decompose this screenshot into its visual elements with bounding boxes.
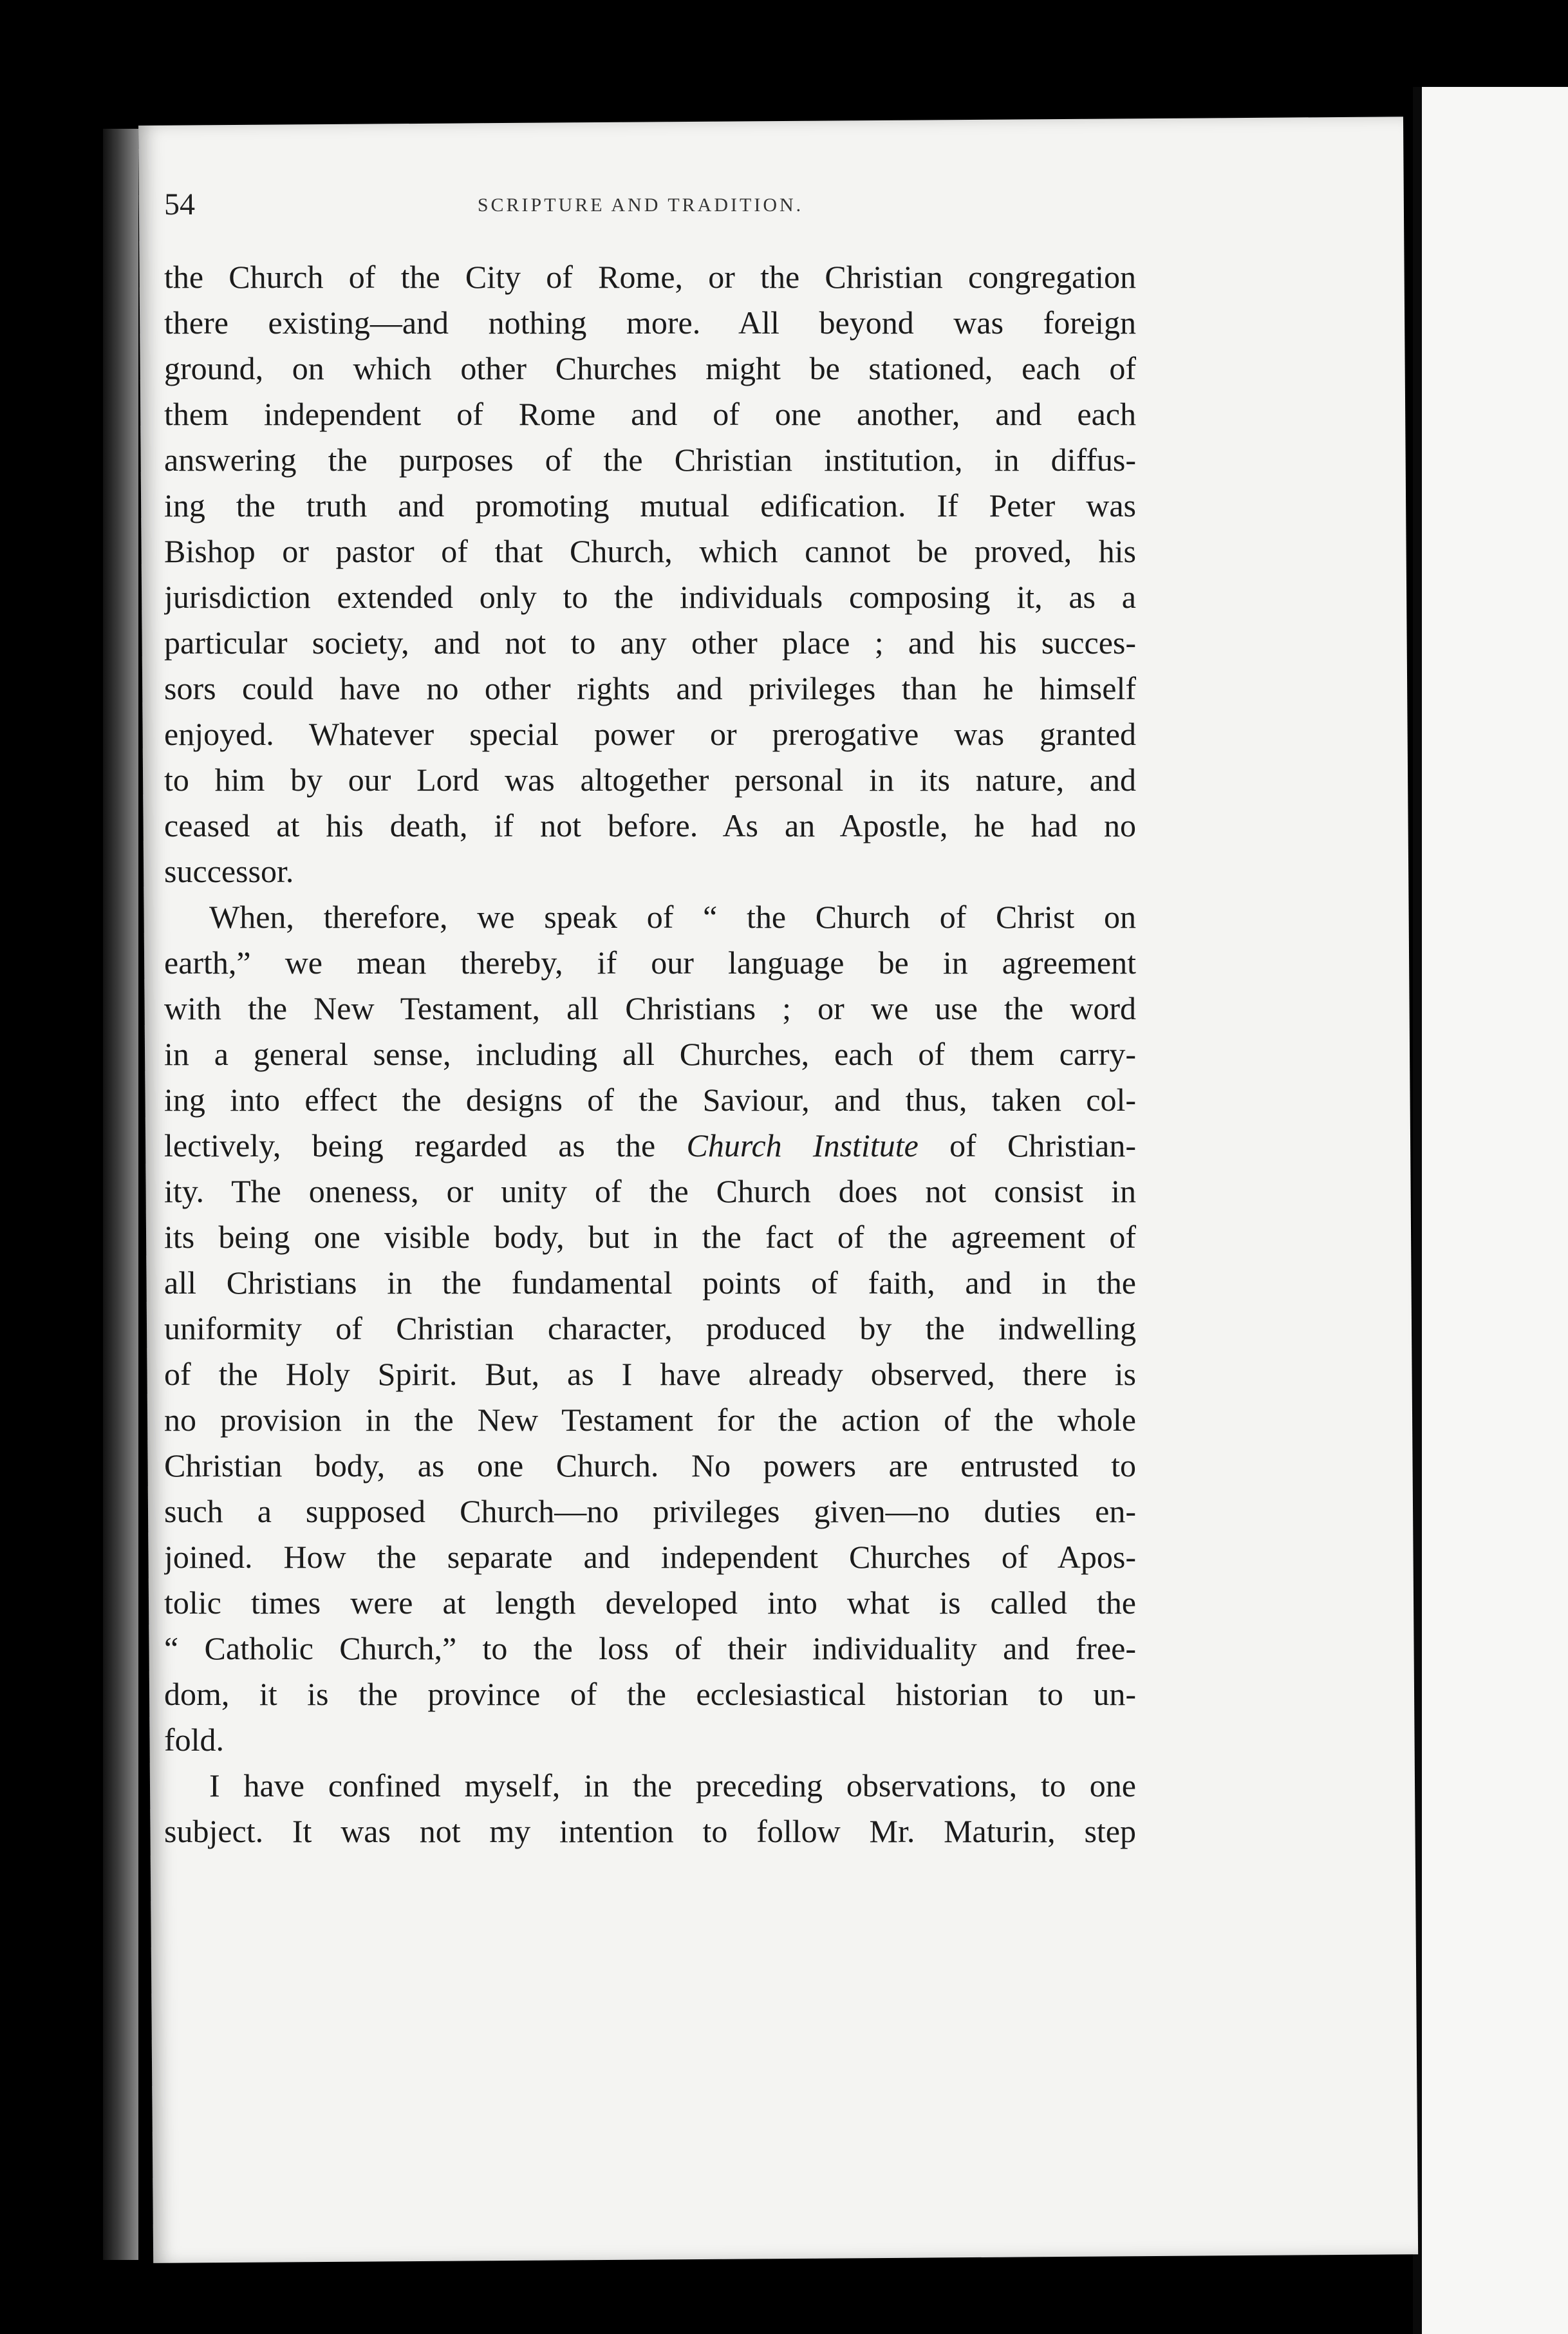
- text-line: ceased at his death, if not before. As an Apostle, he had no: [164, 807, 1136, 843]
- text-line: with the New Testament, all Christians ; or we use the word: [164, 990, 1136, 1026]
- italic-phrase: Church Institute: [686, 1127, 919, 1163]
- text-line: earth,” we mean thereby, if our language be in agreement: [164, 945, 1136, 981]
- body-text: [164, 254, 1136, 1854]
- text-line: “ Catholic Church,” to the loss of their individuality and free-: [164, 1630, 1136, 1666]
- text-line: no provision in the New Testament for the action of the whole: [164, 1402, 1136, 1438]
- text-line: its being one visible body, but in the fact of the agreement of: [164, 1219, 1136, 1255]
- text-line: sors could have no other rights and privileges than he himself: [164, 670, 1136, 706]
- text-line: Christian body, as one Church. No powers are entrusted to: [164, 1447, 1136, 1483]
- text-line: such a supposed Church—no privileges given—no duties en-: [164, 1493, 1136, 1529]
- text-line: the Church of the City of Rome, or the Christian congregation: [164, 259, 1136, 295]
- text-line: to him by our Lord was altogether personal in its nature, and: [164, 762, 1136, 798]
- text-line: successor.: [164, 853, 294, 889]
- book-spine-shadow: [103, 129, 138, 2260]
- text-line: fold.: [164, 1722, 225, 1758]
- text-line: dom, it is the province of the ecclesiastical historian to un-: [164, 1676, 1136, 1712]
- text-line-italic: lectively, being regarded as the Church Institute of Christian-: [164, 1127, 1136, 1163]
- text-line: jurisdiction extended only to the individuals composing it, as a: [164, 579, 1136, 615]
- text-line: Bishop or pastor of that Church, which cannot be proved, his: [164, 533, 1136, 569]
- facing-page-edge: [1413, 87, 1568, 2334]
- text-line: of the Holy Spirit. But, as I have already observed, there is: [164, 1356, 1136, 1392]
- text-line: I have confined myself, in the preceding observations, to one: [209, 1767, 1136, 1803]
- text-line: ground, on which other Churches might be stationed, each of: [164, 350, 1136, 386]
- text-line: joined. How the separate and independent Churches of Apos-: [164, 1539, 1136, 1575]
- text-line: all Christians in the fundamental points of faith, and in the: [164, 1265, 1136, 1301]
- text-line: When, therefore, we speak of “ the Church of Christ on: [209, 899, 1136, 935]
- text-line: ity. The oneness, or unity of the Church does not consist in: [164, 1173, 1136, 1209]
- text-line: tolic times were at length developed into what is called the: [164, 1585, 1136, 1621]
- text-line: ing the truth and promoting mutual edification. If Peter was: [164, 487, 1136, 523]
- text-line: ing into effect the designs of the Saviour, and thus, taken col-: [164, 1082, 1136, 1118]
- text-line: particular society, and not to any other place ; and his succes-: [164, 625, 1136, 661]
- text-line: answering the purposes of the Christian institution, in diffus-: [164, 442, 1136, 478]
- text-line: enjoyed. Whatever special power or prerogative was granted: [164, 716, 1136, 752]
- text-line: uniformity of Christian character, produced by the indwelling: [164, 1310, 1136, 1346]
- text-line: subject. It was not my intention to follow Mr. Maturin, step: [164, 1813, 1136, 1849]
- text-line: them independent of Rome and of one another, and each: [164, 396, 1136, 432]
- page-number: 54: [164, 187, 195, 221]
- text-line: in a general sense, including all Churches, each of them carry-: [164, 1036, 1136, 1072]
- running-head: [164, 187, 1117, 232]
- text-line: there existing—and nothing more. All beyond was foreign: [164, 305, 1136, 341]
- running-title: SCRIPTURE AND TRADITION.: [477, 194, 804, 216]
